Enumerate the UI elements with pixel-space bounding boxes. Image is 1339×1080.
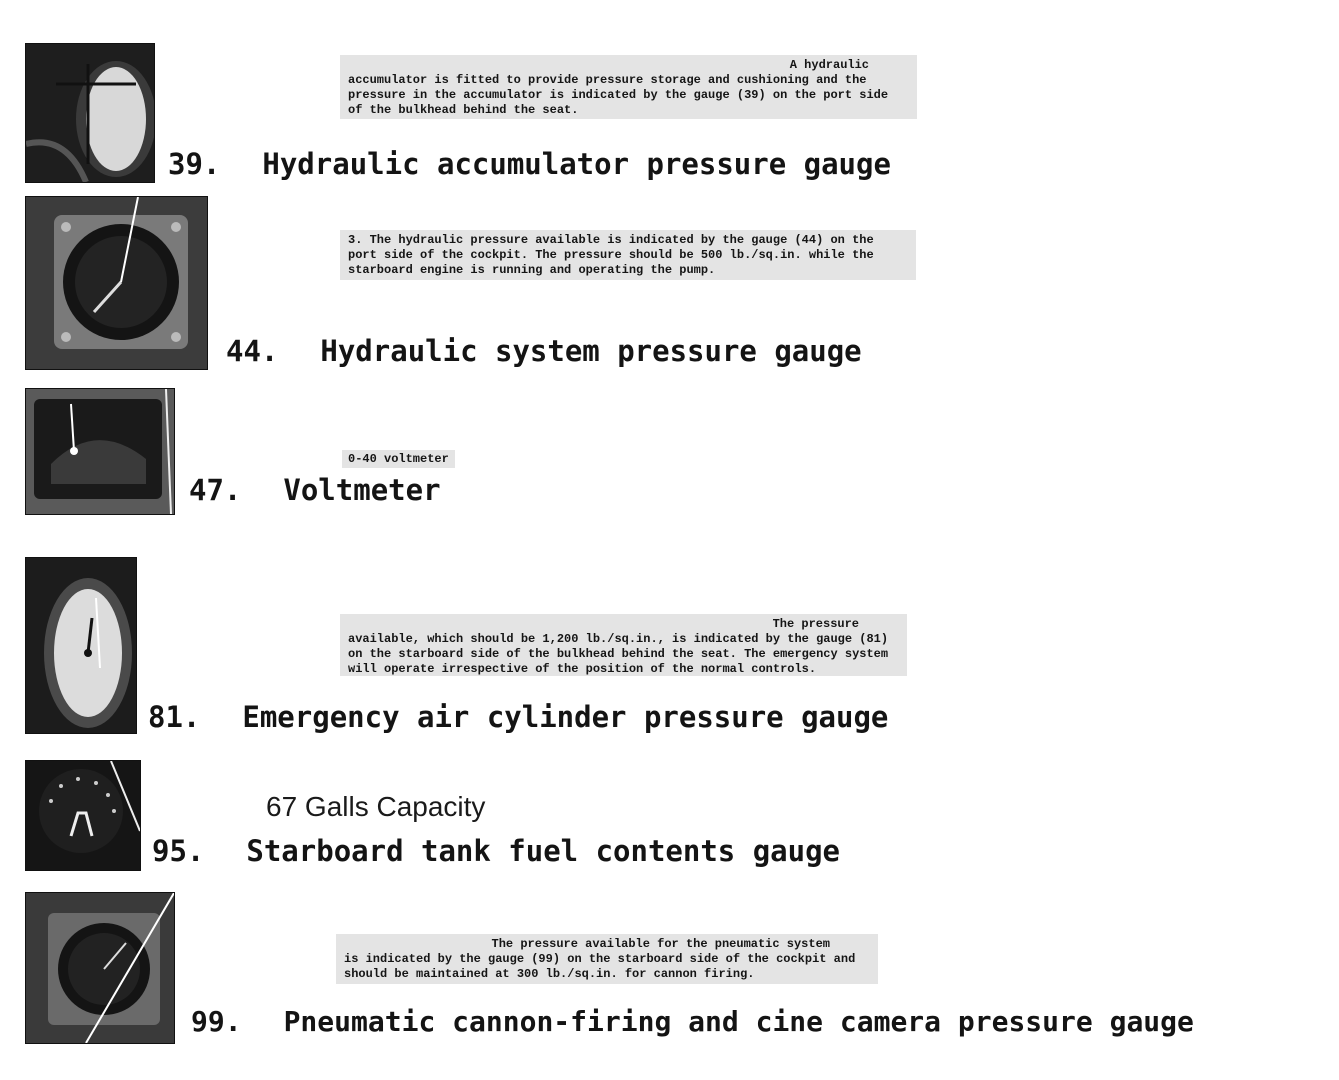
item-81-label [148, 700, 888, 734]
item-44-label [226, 334, 862, 368]
note-99-body: is indicated by the gauge (99) on the starboard side of the cockpit and should be maintained at 300 lb./sq.in. for cannon firing. [344, 952, 856, 981]
item-47-label [189, 473, 441, 507]
note-39-lead: A hydraulic [789, 58, 869, 72]
item-47-number: 47. [189, 473, 242, 507]
gauge-44-photo [25, 196, 208, 370]
note-81-lead: The pressure [772, 617, 859, 631]
note-44 [340, 230, 916, 280]
note-81 [340, 614, 907, 676]
note-44-body: 3. The hydraulic pressure available is indicated by the gauge (44) on the port side of the cockpit. The pressure should be 500 lb./sq.in. while the starboard engine is running and operating the pump. [348, 233, 874, 277]
item-99-label [191, 1005, 1194, 1038]
item-81-number: 81. [148, 700, 201, 734]
gauge-39-photo [25, 43, 155, 183]
gauge-95-photo [25, 760, 141, 871]
gauge-47-image [26, 389, 174, 514]
item-95-title: Starboard tank fuel contents gauge [246, 834, 841, 868]
gauge-44-image [26, 197, 207, 369]
item-44-number: 44. [226, 334, 279, 368]
caption-95: 67 Galls Capacity [266, 791, 486, 822]
item-47-title: Voltmeter [283, 473, 441, 507]
item-44-title: Hydraulic system pressure gauge [320, 334, 862, 368]
gauge-99-photo [25, 892, 175, 1044]
item-99-number: 99. [191, 1005, 242, 1038]
item-81-title: Emergency air cylinder pressure gauge [242, 700, 889, 734]
gauge-99-image [26, 893, 174, 1043]
item-39-title: Hydraulic accumulator pressure gauge [262, 147, 891, 181]
note-39 [340, 55, 917, 119]
gauge-81-photo [25, 557, 137, 734]
item-95-label [152, 834, 840, 868]
gauge-81-image [26, 558, 136, 733]
gauge-95-image [26, 761, 140, 870]
note-99 [336, 934, 878, 984]
note-47: 0-40 voltmeter [342, 450, 455, 468]
note-39-body: accumulator is fitted to provide pressure storage and cushioning and the pressure in the accumulator is indicated by the gauge (39) on the port side of the bulkhead behind the seat. [348, 73, 889, 117]
item-39-label [168, 147, 891, 181]
note-99-lead: The pressure available for the pneumatic system [491, 937, 830, 951]
note-81-body: available, which should be 1,200 lb./sq.in., is indicated by the gauge (81) on the starboard side of the bulkhead behind the seat. The emergency system will operate irrespective of the position of the normal controls. [348, 632, 889, 676]
item-95-number: 95. [152, 834, 205, 868]
item-39-number: 39. [168, 147, 221, 181]
gauge-39-image [26, 44, 154, 182]
gauge-47-photo [25, 388, 175, 515]
item-99-title: Pneumatic cannon-firing and cine camera pressure gauge [283, 1005, 1194, 1038]
